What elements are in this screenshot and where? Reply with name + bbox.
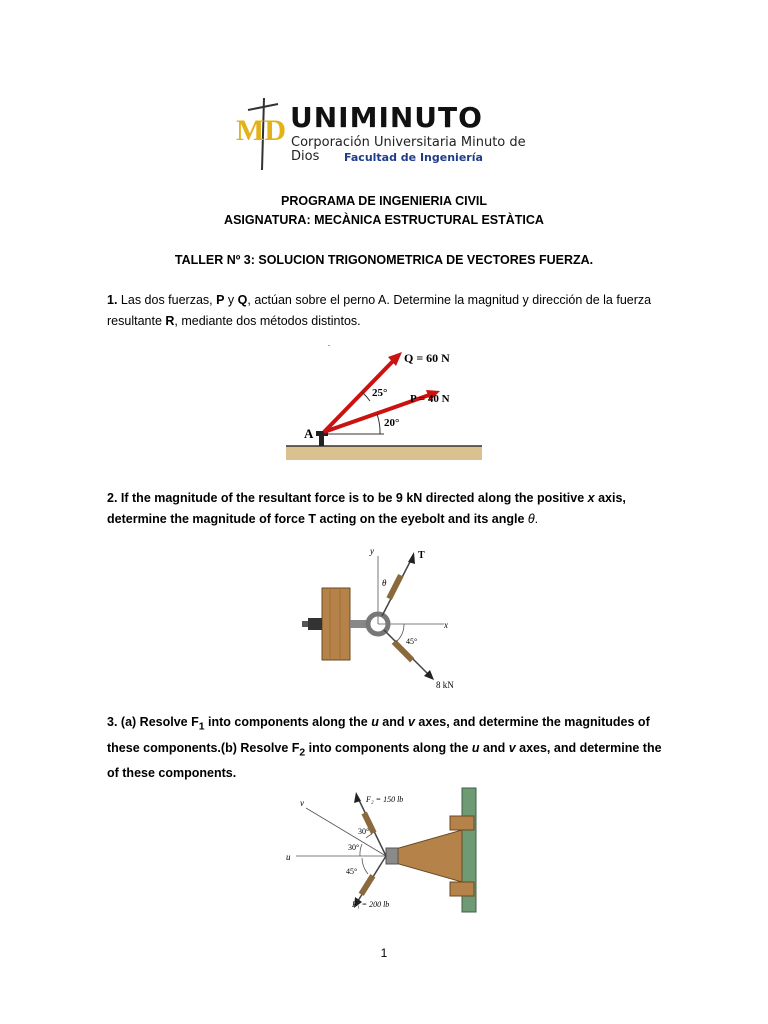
page-number: 1 <box>380 946 388 960</box>
figure-1-dot: . <box>328 339 330 348</box>
problem-1-text <box>107 290 667 332</box>
v-axis-symbol-2: v <box>508 740 516 755</box>
angle-45-label: 45° <box>406 637 418 646</box>
u-axis-symbol-2: u <box>471 740 480 755</box>
angle-20-label: 20° <box>384 417 400 429</box>
bracket-clamp-bottom <box>450 882 474 896</box>
f2-subscript: 2 <box>299 747 306 758</box>
angle-30-label-1: 30° <box>358 827 370 836</box>
u-axis-label: u <box>286 852 291 862</box>
bracket-end <box>386 848 398 864</box>
logo-faculty: Facultad de Ingeniería <box>344 151 483 164</box>
angle-45-label: 45° <box>346 867 358 876</box>
theta-symbol: θ <box>527 512 535 526</box>
f1-label: F₁ = 200 lb <box>352 900 390 909</box>
problem-3-text-d: axes, and determine the magnitudes of these components.(b) Resolve F <box>107 715 650 755</box>
ground <box>286 446 482 460</box>
bracket-arm <box>392 830 462 882</box>
nut <box>308 618 322 630</box>
university-logo <box>234 96 534 172</box>
problem-3-text-b: into components along the <box>204 715 372 729</box>
problem-3-text-g: axes, and determine the of these components. <box>107 740 662 780</box>
theta-label: θ <box>382 578 387 588</box>
bolt-shank <box>319 436 324 446</box>
x-axis-label: x <box>444 620 448 630</box>
force-t-arrowhead <box>408 552 415 564</box>
problem-3-text-c: and <box>378 715 408 729</box>
y-axis-label: y <box>370 546 374 556</box>
f2-label: F₂ = 150 lb <box>366 795 404 804</box>
problem-1-text-c: , actúan sobre el perno A. Determine la magnitud y dirección de la fuerza resultante <box>107 293 652 328</box>
figure-2-eyebolt-diagram <box>296 544 466 694</box>
workshop-title: TALLER Nº 3: SOLUCION TRIGONOMETRICA DE VECTORES FUERZA. <box>174 253 594 267</box>
wood-block <box>322 588 350 660</box>
force-8kn-label: 8 kN <box>436 680 454 690</box>
problem-1-number: 1. <box>107 293 118 307</box>
angle-arc-45 <box>396 624 404 642</box>
program-title: PROGRAMA DE INGENIERIA CIVIL <box>280 194 488 208</box>
angle-arc-45 <box>362 858 368 874</box>
force-r-symbol: R <box>165 314 175 328</box>
logo-corporation: Corporación Universitaria Minuto de Dios <box>291 135 526 164</box>
angle-30-label-2: 30° <box>348 843 360 852</box>
problem-2-text-b: axis, determine the magnitude of force T acting on the eyebolt and its angle <box>107 491 626 526</box>
u-axis-symbol: u <box>371 715 379 729</box>
subject-title: ASIGNATURA: MECÀNICA ESTRUCTURAL ESTÀTICA <box>224 213 544 227</box>
force-q-symbol: Q <box>237 293 248 307</box>
problem-3-number: 3. <box>107 715 118 729</box>
x-axis-symbol: x <box>587 491 595 505</box>
t-label: T <box>418 550 425 561</box>
rod-f1 <box>359 874 376 896</box>
figure-3-bracket-diagram <box>282 786 494 914</box>
v-axis-label: v <box>300 798 304 808</box>
problem-3-text-e: into components along the <box>305 740 472 755</box>
angle-arc-20 <box>377 414 380 434</box>
force-p-symbol: P <box>216 293 225 307</box>
angle-25-label: 25° <box>372 387 388 399</box>
logo-wordmark: UNIMINUTO <box>290 101 483 134</box>
v-axis-symbol: v <box>408 715 415 729</box>
problem-3-text <box>107 712 667 784</box>
md-initials: MD <box>236 114 286 147</box>
p-label: P = 40 N <box>410 393 450 405</box>
eyebolt-shank <box>350 620 368 628</box>
problem-2-text-a: If the magnitude of the resultant force is to be 9 kN directed along the positive <box>117 491 588 505</box>
f1-subscript: 1 <box>198 721 205 733</box>
problem-1-text-d: , mediante dos métodos distintos. <box>174 314 361 328</box>
turnbuckle-t <box>386 574 403 600</box>
problem-3-text-a: (a) Resolve F <box>117 715 199 729</box>
problem-2-text-c: . <box>534 512 539 526</box>
bracket-clamp-top <box>450 816 474 830</box>
problem-1-text-b: y <box>224 293 238 307</box>
point-a-label: A <box>304 426 314 441</box>
problem-3-text-f: and <box>479 740 509 755</box>
problem-2-number: 2. <box>107 491 118 505</box>
problem-2-text <box>107 488 667 530</box>
q-label: Q = 60 N <box>404 351 450 365</box>
figure-1-force-diagram <box>284 338 484 466</box>
md-emblem <box>234 96 294 172</box>
angle-arc-25 <box>362 392 370 401</box>
angle-arc-30-mid <box>360 844 362 856</box>
problem-1-text-a: Las dos fuerzas, <box>117 293 217 307</box>
